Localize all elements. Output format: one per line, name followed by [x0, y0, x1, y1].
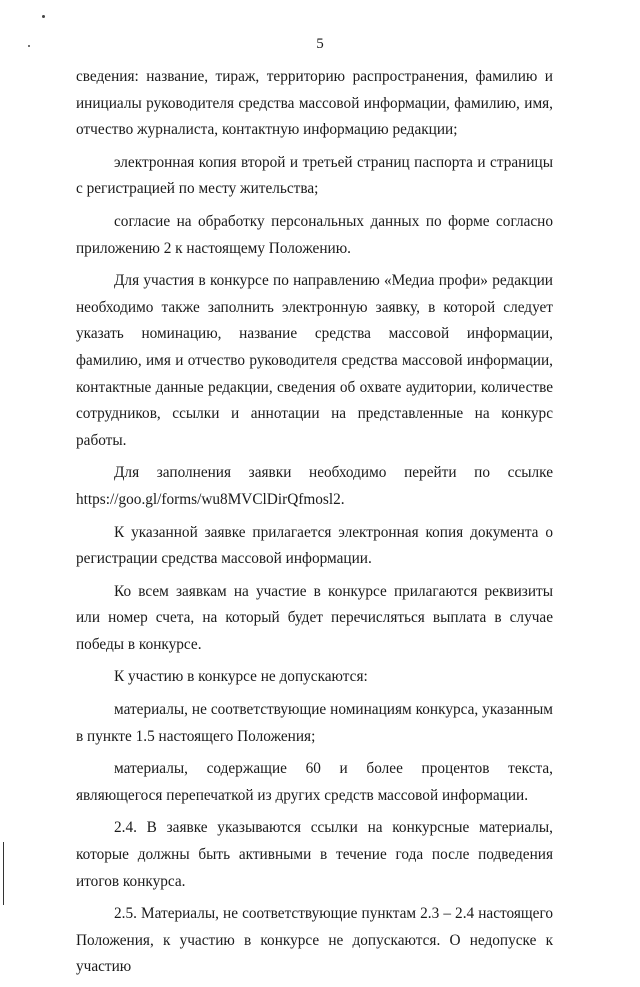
paragraph: согласие на обработку персональных данных по форме согласно приложению 2 к настоящему Положению.	[76, 212, 553, 257]
paragraph: К указанной заявке прилагается электронная копия документа о регистрации средства массовой информации.	[76, 523, 553, 568]
paragraph: К участию в конкурсе не допускаются:	[114, 668, 368, 686]
document-body	[76, 64, 553, 987]
paragraph-continued: сведения: название, тираж, территорию распространения, фамилию и инициалы руководителя средства массовой информации, фамилию, имя, отчество журналиста, контактную информацию редакции;	[76, 68, 553, 139]
paragraph: Для участия в конкурсе по направлению «Медиа профи» редакции необходимо также заполнить электронную заявку, в которой следует указать номинацию, название средства массовой информации, фамилию, имя и отчество руководителя средства массовой информации, контактные данные редакции, сведения об охвате аудитории, количестве сотрудников, ссылки и аннотации на представленные на конкурс работы.	[76, 272, 553, 449]
paragraph-with-link: Для заполнения заявки необходимо перейти по ссылке https://goo.gl/forms/wu8MVClDirQfmosl2.	[76, 464, 553, 508]
page-number: 5	[316, 36, 324, 52]
scan-edge-line	[3, 842, 4, 905]
scan-speck	[42, 15, 45, 18]
paragraph: 2.4. В заявке указываются ссылки на конкурсные материалы, которые должны быть активными в течение года после подведения итогов конкурса.	[76, 819, 553, 890]
paragraph: Ко всем заявкам на участие в конкурсе прилагаются реквизиты или номер счета, на который будет перечисляться выплата в случае победы в конкурсе.	[76, 582, 553, 653]
paragraph: материалы, содержащие 60 и более процентов текста, являющегося перепечаткой из других средств массовой информации.	[76, 760, 553, 804]
paragraph: электронная копия второй и третьей страниц паспорта и страницы с регистрацией по месту жительства;	[76, 153, 553, 198]
paragraph: материалы, не соответствующие номинациям конкурса, указанным в пункте 1.5 настоящего Положения;	[76, 701, 553, 745]
paragraph: 2.5. Материалы, не соответствующие пунктам 2.3 – 2.4 настоящего Положения, к участию в конкурсе не допускаются. О недопуске к участию	[76, 905, 553, 976]
